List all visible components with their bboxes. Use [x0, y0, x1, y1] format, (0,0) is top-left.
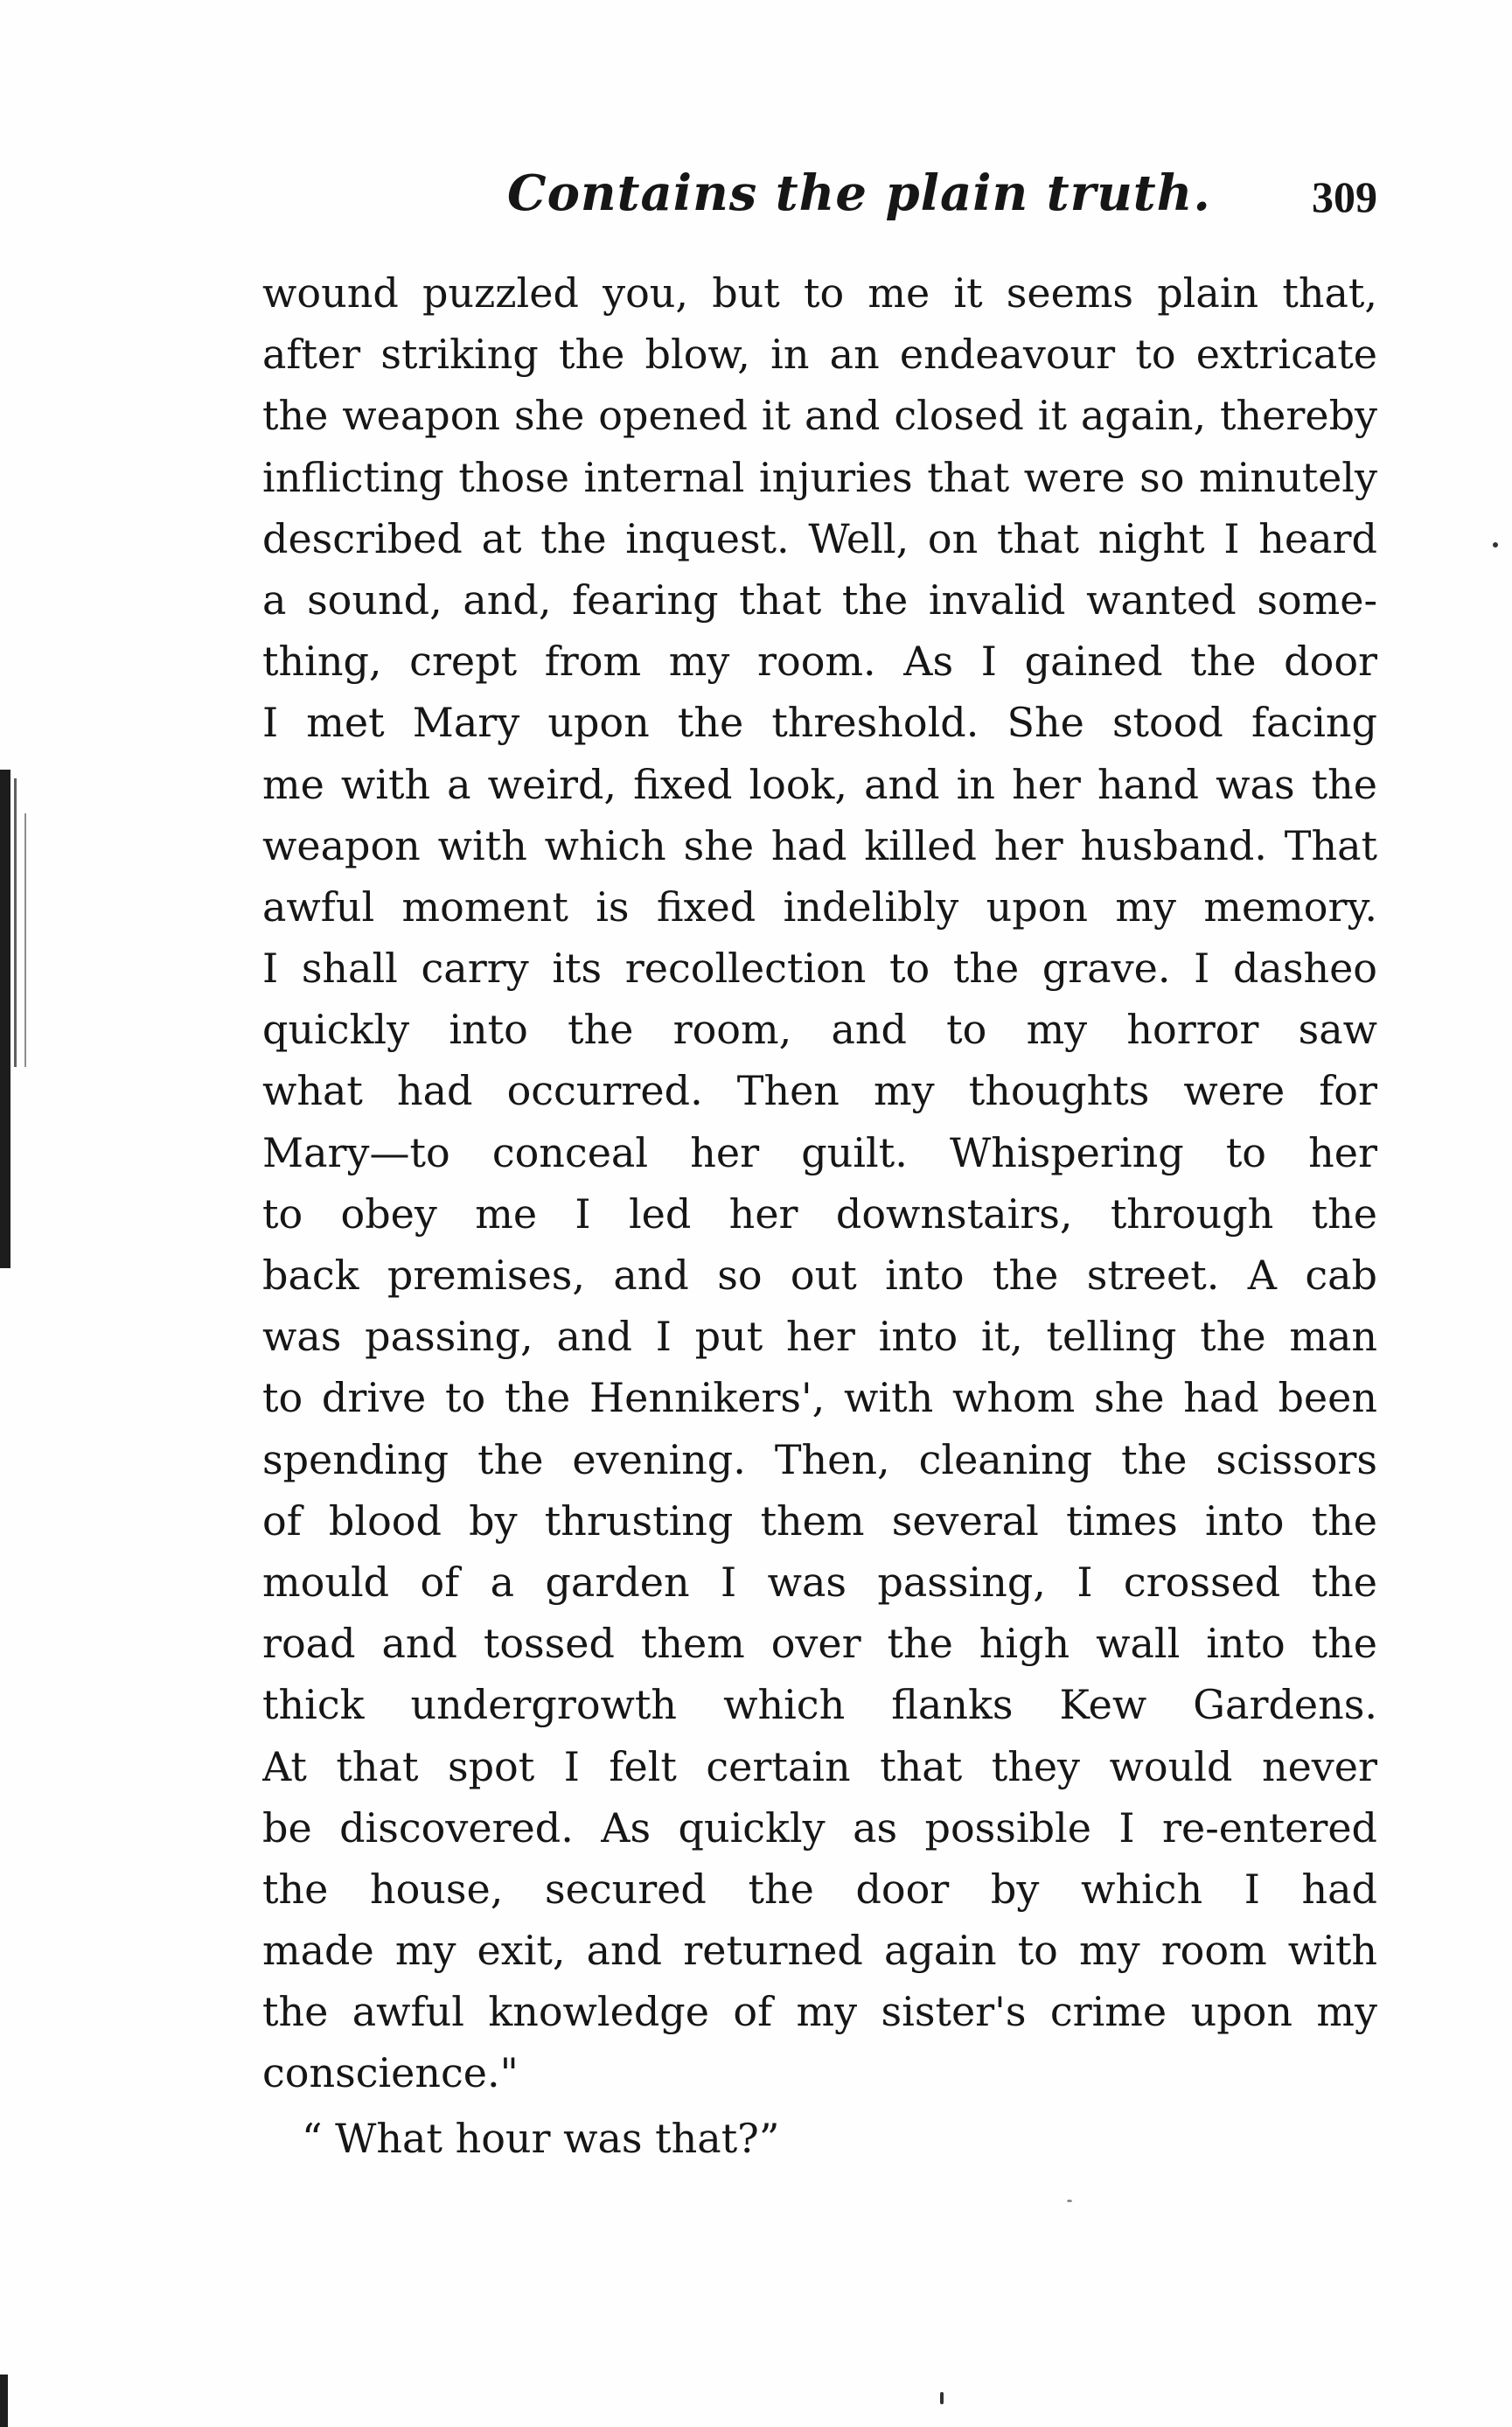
text-line: described at the inquest. Well, on that night I heard — [262, 514, 1377, 562]
text-line: me with a weird, fixed look, and in her hand was the — [262, 760, 1377, 808]
text-line: At that spot I felt certain that they would never — [262, 1742, 1377, 1790]
binding-shadow — [14, 778, 17, 1067]
text-line: Mary—to conceal her guilt. Whispering to her — [262, 1128, 1377, 1176]
text-line: what had occurred. Then my thoughts were for — [262, 1067, 1377, 1115]
text-line: to obey me I led her downstairs, through the — [262, 1189, 1377, 1238]
text-line: the weapon she opened it and closed it again, thereby — [262, 392, 1377, 440]
text-line: conscience." — [262, 2049, 519, 2097]
binding-shadow — [0, 770, 10, 1268]
text-line: thing, crept from my room. As I gained the door — [262, 638, 1377, 686]
text-line: thick undergrowth which flanks Kew Gardens. — [262, 1681, 1377, 1729]
text-line: to drive to the Hennikers', with whom she had been — [262, 1374, 1377, 1422]
text-line: be discovered. As quickly as possible I re-entered — [262, 1803, 1377, 1852]
text-line: back premises, and so out into the street. A cab — [262, 1252, 1377, 1299]
text-line: I met Mary upon the threshold. She stood facing — [262, 699, 1377, 747]
text-line: was passing, and I put her into it, telling the man — [262, 1313, 1377, 1361]
text-line: spending the evening. Then, cleaning the scissors — [262, 1435, 1377, 1483]
binding-shadow — [24, 813, 26, 1067]
scan-speck — [1067, 2200, 1072, 2202]
text-line: wound puzzled you, but to me it seems plain that, — [262, 269, 1377, 317]
dialogue-line: “ What hour was that?” — [302, 2115, 780, 2162]
text-line: the house, secured the door by which I had — [262, 1865, 1377, 1913]
chapter-title: Contains the plain truth. — [507, 164, 1211, 222]
text-line: a sound, and, fearing that the invalid wanted some- — [262, 575, 1377, 624]
paragraph — [262, 262, 1377, 2104]
text-line: awful moment is fixed indelibly upon my memory. — [262, 882, 1377, 931]
text-line: I shall carry its recollection to the grave. I dasheo — [262, 945, 1377, 993]
text-line: after striking the blow, in an endeavour to extricate — [262, 331, 1377, 379]
text-line: the awful knowledge of my sister's crime upon my — [262, 1988, 1377, 2036]
text-line: inflicting those internal injuries that were so minutely — [262, 453, 1377, 501]
running-header — [262, 164, 1377, 234]
text-line: mould of a garden I was passing, I crossed the — [262, 1558, 1377, 1606]
text-line: made my exit, and returned again to my room with — [262, 1927, 1377, 1975]
scan-speck — [940, 2392, 944, 2404]
text-line: quickly into the room, and to my horror saw — [262, 1006, 1377, 1054]
binding-shadow — [0, 2375, 8, 2427]
page-number: 309 — [1312, 172, 1377, 221]
scan-speck — [1493, 542, 1498, 547]
text-line: road and tossed them over the high wall into the — [262, 1620, 1377, 1668]
text-line: weapon with which she had killed her husband. That — [262, 821, 1377, 869]
text-line: of blood by thrusting them several times into the — [262, 1496, 1377, 1545]
